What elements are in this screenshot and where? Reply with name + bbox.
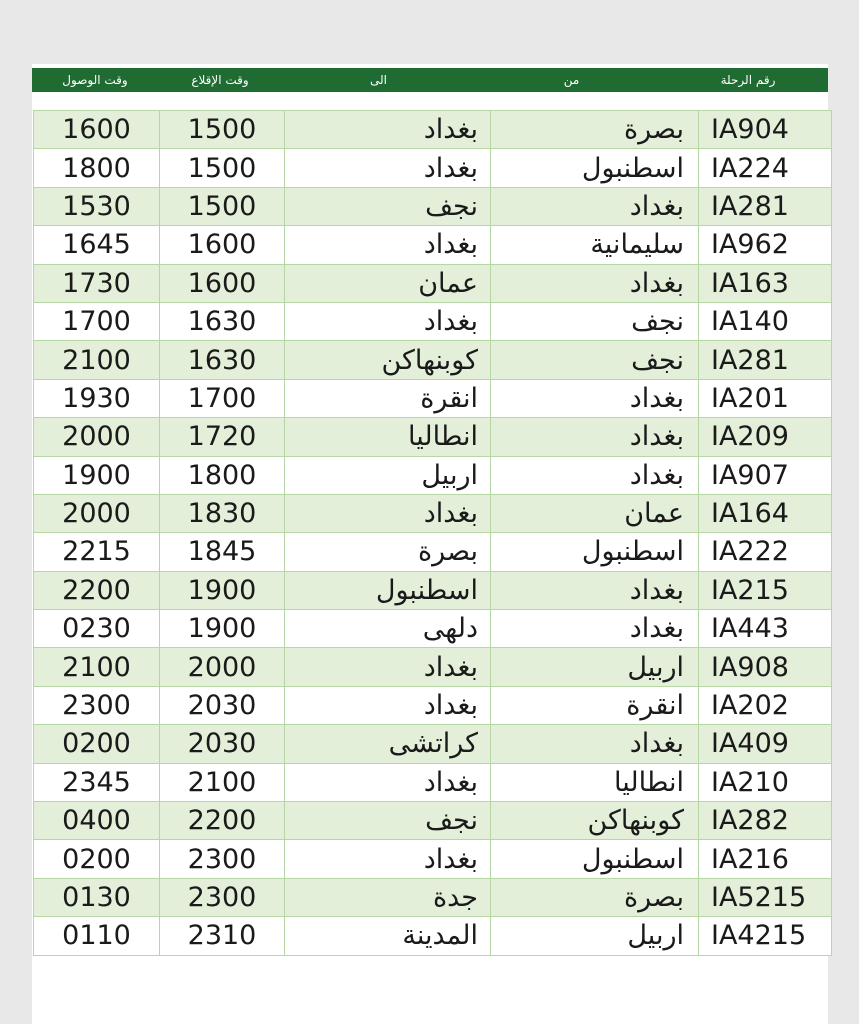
flight-number-cell: IA222 (699, 533, 832, 571)
arrival-time-cell: 2345 (34, 763, 160, 801)
departure-time-cell: 2300 (160, 878, 285, 916)
origin-cell: كوبنهاكن (491, 802, 699, 840)
departure-time-cell: 1900 (160, 610, 285, 648)
header-flight-number: رقم الرحلة (720, 73, 776, 87)
origin-cell: بغداد (491, 418, 699, 456)
flight-number-cell: IA215 (699, 571, 832, 609)
flight-number-cell: IA164 (699, 494, 832, 532)
table-row (34, 418, 832, 456)
flight-number-cell: IA140 (699, 302, 832, 340)
flight-number-cell: IA904 (699, 111, 832, 149)
origin-cell: انقرة (491, 686, 699, 724)
destination-cell: كوبنهاكن (285, 341, 491, 379)
arrival-time-cell: 0400 (34, 802, 160, 840)
table-row (34, 571, 832, 609)
departure-time-cell: 2310 (160, 917, 285, 955)
arrival-time-cell: 1730 (34, 264, 160, 302)
header-arrival-time: وقت الوصول (62, 73, 128, 87)
arrival-time-cell: 0200 (34, 725, 160, 763)
departure-time-cell: 1500 (160, 149, 285, 187)
destination-cell: اسطنبول (285, 571, 491, 609)
destination-cell: انطاليا (285, 418, 491, 456)
table-row (34, 149, 832, 187)
origin-cell: بغداد (491, 610, 699, 648)
origin-cell: نجف (491, 302, 699, 340)
header-from: من (563, 73, 580, 87)
departure-time-cell: 2100 (160, 763, 285, 801)
departure-time-cell: 2000 (160, 648, 285, 686)
flight-number-cell: IA201 (699, 379, 832, 417)
destination-cell: بغداد (285, 840, 491, 878)
table-header-row (32, 68, 828, 92)
flight-number-cell: IA210 (699, 763, 832, 801)
origin-cell: بغداد (491, 264, 699, 302)
destination-cell: اربيل (285, 456, 491, 494)
departure-time-cell: 1800 (160, 456, 285, 494)
origin-cell: اسطنبول (491, 840, 699, 878)
origin-cell: بغداد (491, 571, 699, 609)
flight-number-cell: IA202 (699, 686, 832, 724)
departure-time-cell: 2300 (160, 840, 285, 878)
destination-cell: بغداد (285, 494, 491, 532)
table-row (34, 379, 832, 417)
flights-table (33, 110, 832, 956)
arrival-time-cell: 1900 (34, 456, 160, 494)
arrival-time-cell: 2000 (34, 418, 160, 456)
departure-time-cell: 1500 (160, 187, 285, 225)
table-row (34, 226, 832, 264)
arrival-time-cell: 1645 (34, 226, 160, 264)
arrival-time-cell: 1530 (34, 187, 160, 225)
destination-cell: دلهى (285, 610, 491, 648)
departure-time-cell: 2200 (160, 802, 285, 840)
arrival-time-cell: 2300 (34, 686, 160, 724)
origin-cell: انطاليا (491, 763, 699, 801)
flight-number-cell: IA5215 (699, 878, 832, 916)
flight-number-cell: IA281 (699, 341, 832, 379)
flight-number-cell: IA282 (699, 802, 832, 840)
arrival-time-cell: 2100 (34, 648, 160, 686)
arrival-time-cell: 1930 (34, 379, 160, 417)
origin-cell: نجف (491, 341, 699, 379)
table-row (34, 111, 832, 149)
departure-time-cell: 1630 (160, 302, 285, 340)
destination-cell: انقرة (285, 379, 491, 417)
arrival-time-cell: 1700 (34, 302, 160, 340)
arrival-time-cell: 2100 (34, 341, 160, 379)
arrival-time-cell: 1800 (34, 149, 160, 187)
table-row (34, 494, 832, 532)
table-row (34, 341, 832, 379)
table-row (34, 686, 832, 724)
origin-cell: اسطنبول (491, 149, 699, 187)
destination-cell: عمان (285, 264, 491, 302)
origin-cell: سليمانية (491, 226, 699, 264)
destination-cell: نجف (285, 187, 491, 225)
destination-cell: كراتشى (285, 725, 491, 763)
flight-number-cell: IA443 (699, 610, 832, 648)
table-row (34, 302, 832, 340)
arrival-time-cell: 1600 (34, 111, 160, 149)
table-row (34, 725, 832, 763)
flights-table-body (34, 111, 832, 956)
table-row (34, 878, 832, 916)
departure-time-cell: 1845 (160, 533, 285, 571)
arrival-time-cell: 0200 (34, 840, 160, 878)
table-row (34, 917, 832, 955)
destination-cell: بغداد (285, 686, 491, 724)
departure-time-cell: 1720 (160, 418, 285, 456)
destination-cell: جدة (285, 878, 491, 916)
origin-cell: بغداد (491, 187, 699, 225)
origin-cell: بغداد (491, 379, 699, 417)
arrival-time-cell: 2215 (34, 533, 160, 571)
destination-cell: بغداد (285, 648, 491, 686)
origin-cell: بغداد (491, 456, 699, 494)
destination-cell: بغداد (285, 111, 491, 149)
departure-time-cell: 1900 (160, 571, 285, 609)
table-row (34, 456, 832, 494)
table-row (34, 802, 832, 840)
flight-number-cell: IA216 (699, 840, 832, 878)
destination-cell: بغداد (285, 302, 491, 340)
arrival-time-cell: 0230 (34, 610, 160, 648)
departure-time-cell: 1600 (160, 264, 285, 302)
destination-cell: نجف (285, 802, 491, 840)
departure-time-cell: 2030 (160, 686, 285, 724)
destination-cell: بغداد (285, 226, 491, 264)
origin-cell: اربيل (491, 648, 699, 686)
destination-cell: بصرة (285, 533, 491, 571)
arrival-time-cell: 2000 (34, 494, 160, 532)
table-row (34, 264, 832, 302)
departure-time-cell: 1700 (160, 379, 285, 417)
flight-number-cell: IA409 (699, 725, 832, 763)
table-row (34, 187, 832, 225)
origin-cell: اسطنبول (491, 533, 699, 571)
flight-number-cell: IA908 (699, 648, 832, 686)
departure-time-cell: 1500 (160, 111, 285, 149)
table-row (34, 533, 832, 571)
arrival-time-cell: 2200 (34, 571, 160, 609)
departure-time-cell: 1830 (160, 494, 285, 532)
arrival-time-cell: 0110 (34, 917, 160, 955)
flight-number-cell: IA4215 (699, 917, 832, 955)
flight-number-cell: IA907 (699, 456, 832, 494)
header-to: الى (370, 73, 387, 87)
flight-number-cell: IA209 (699, 418, 832, 456)
origin-cell: اربيل (491, 917, 699, 955)
destination-cell: بغداد (285, 149, 491, 187)
flight-number-cell: IA224 (699, 149, 832, 187)
table-row (34, 840, 832, 878)
flight-number-cell: IA962 (699, 226, 832, 264)
header-departure-time: وقت الإقلاع (191, 73, 249, 87)
departure-time-cell: 2030 (160, 725, 285, 763)
departure-time-cell: 1630 (160, 341, 285, 379)
table-row (34, 610, 832, 648)
flight-number-cell: IA281 (699, 187, 832, 225)
origin-cell: بصرة (491, 111, 699, 149)
destination-cell: المدينة (285, 917, 491, 955)
origin-cell: بصرة (491, 878, 699, 916)
flight-number-cell: IA163 (699, 264, 832, 302)
table-row (34, 648, 832, 686)
table-row (34, 763, 832, 801)
origin-cell: بغداد (491, 725, 699, 763)
arrival-time-cell: 0130 (34, 878, 160, 916)
departure-time-cell: 1600 (160, 226, 285, 264)
origin-cell: عمان (491, 494, 699, 532)
destination-cell: بغداد (285, 763, 491, 801)
